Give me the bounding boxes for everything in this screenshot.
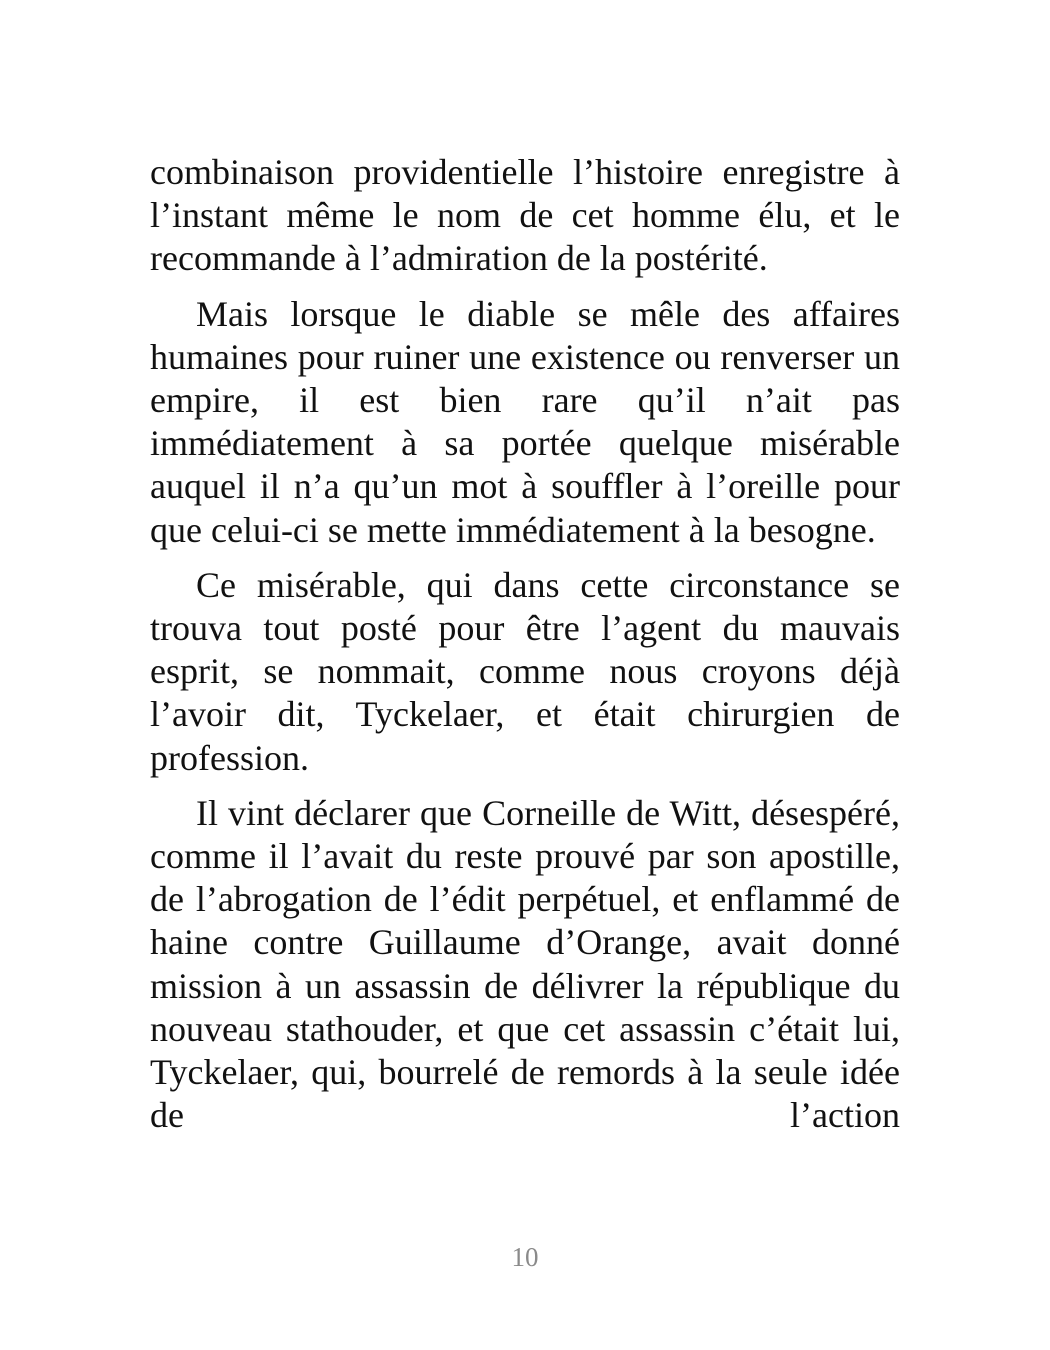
paragraph-tyckelaer: Ce misérable, qui dans cette circonstance se trouva tout posté pour être l’agent du mauvais esprit, se nommait, comme nous croyons déjà l’avoir dit, Tyckelaer, et était chirurgien de profession. xyxy=(150,564,900,778)
page-number: 10 xyxy=(511,1242,539,1272)
paragraph-declaration: Il vint déclarer que Corneille de Witt, désespéré, comme il l’avait du reste prouvé par son apostille, de l’abrogation de l’édit perpétuel, et enflammé de haine contre Guillaume d’Orange, avait donné mission à un assassin de délivrer la république du nouveau stathouder, et que cet assassin c’était lui, Tyckelaer, qui, bourrelé de remords à la seule idée de l’action xyxy=(150,792,900,1136)
paragraph-devil: Mais lorsque le diable se mêle des affaires humaines pour ruiner une existence ou renverser un empire, il est bien rare qu’il n’ait pas immédiatement à sa portée quelque misérable auquel il n’a qu’un mot à souffler à l’oreille pour que celui-ci se mette immédiatement à la besogne. xyxy=(150,293,900,550)
paragraph-continuation: combinaison providentielle l’histoire enregistre à l’instant même le nom de cet homme élu, et le recommande à l’admiration de la postérité. xyxy=(150,152,900,279)
page-body xyxy=(150,151,900,1137)
